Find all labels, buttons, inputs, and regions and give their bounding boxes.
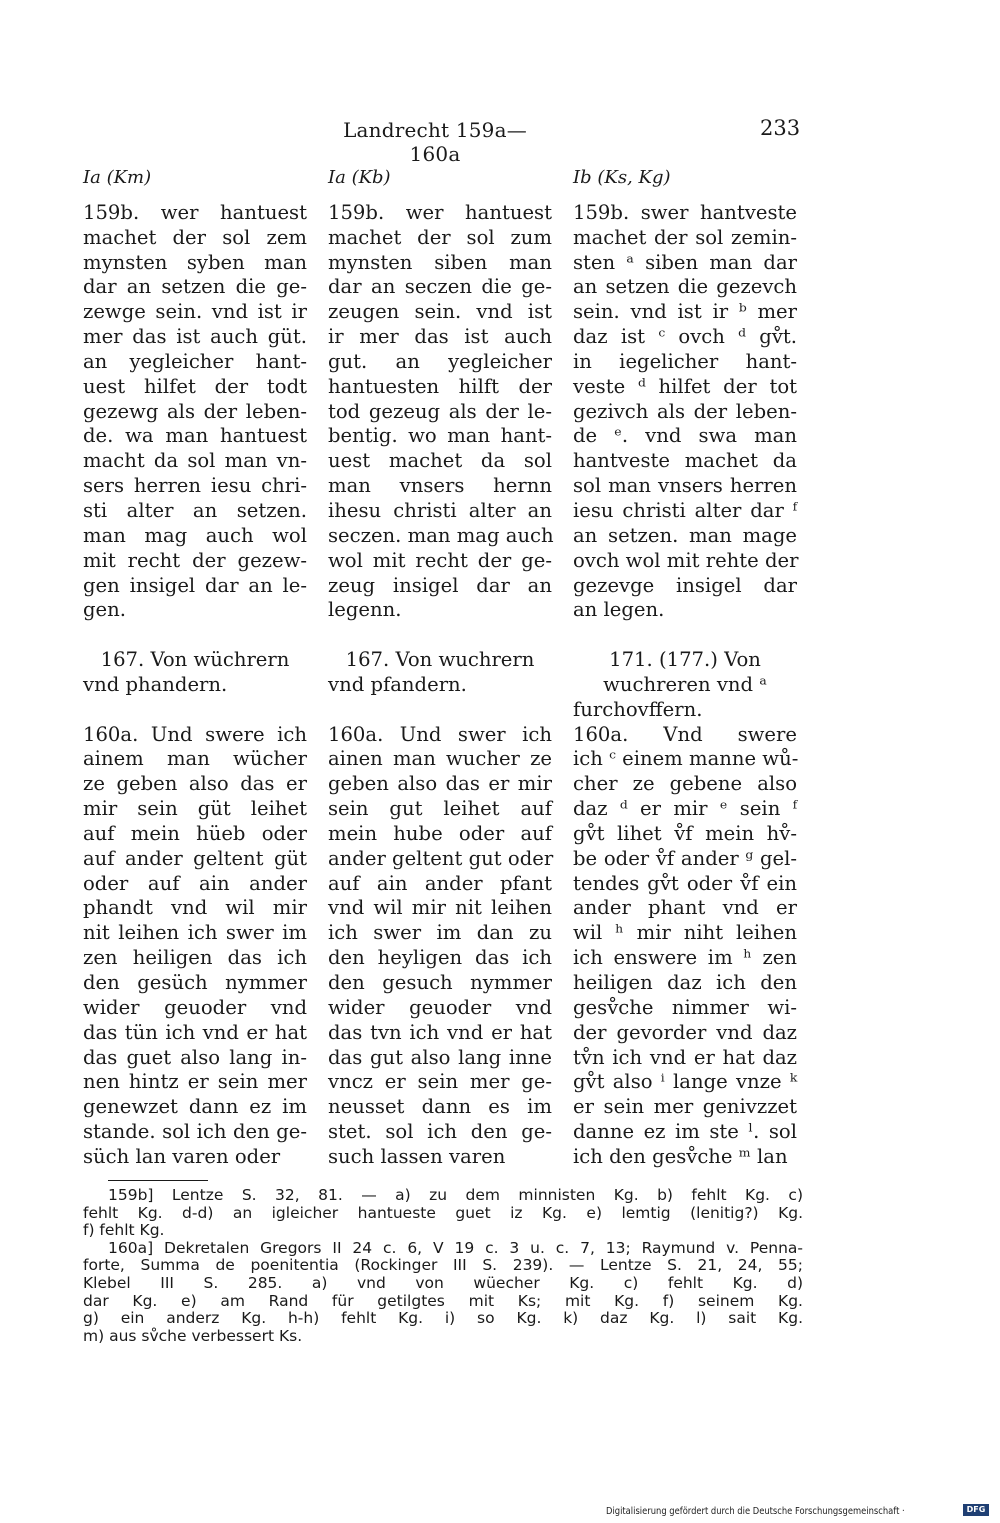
text-line: mynsten siben man xyxy=(328,250,552,274)
text-line: 159b. wer hantuest xyxy=(83,200,307,224)
text-line: den heyligen das ich xyxy=(328,946,552,970)
text-line: daz ist ᶜ ovch ᵈ gv̊t. xyxy=(573,325,797,349)
text-line: geben also das er mir xyxy=(328,772,552,796)
block-gap xyxy=(328,623,552,648)
text-line: das tün ich vnd er hat xyxy=(83,1020,307,1044)
text-line: vnd phandern. xyxy=(83,672,228,696)
manuscript-siglum: Ib (Ks, Kg) xyxy=(573,167,671,188)
footnote-line: dar Kg. e) am Rand für getilgtes mit Ks; mit Kg. f) seinem Kg. xyxy=(83,1291,803,1310)
running-title: Landrecht 159a—160a xyxy=(343,118,527,166)
manuscript-siglum: Ia (Kb) xyxy=(328,167,391,188)
text-line: genewzet dann ez im xyxy=(83,1095,307,1119)
text-line: gut. an yegleicher xyxy=(328,349,552,373)
text-line: ainen man wucher ze xyxy=(328,747,552,771)
text-line: veste ᵈ hilfet der tot xyxy=(573,374,797,398)
text-line: legenn. xyxy=(328,598,402,622)
text-line: vnd wil mir nit leihen xyxy=(328,896,552,920)
footnote-line: f) fehlt Kg. xyxy=(83,1221,165,1240)
text-line: auf ander geltent güt xyxy=(83,846,307,870)
block-gap xyxy=(83,698,307,723)
section-heading xyxy=(328,648,552,698)
paragraph xyxy=(83,201,307,623)
text-line: sein. vnd ist ir ᵇ mer xyxy=(573,300,797,324)
text-line: 160a. Vnd swere xyxy=(573,722,797,746)
text-line: 160a. Und swer ich xyxy=(328,722,552,746)
paragraph xyxy=(328,201,552,623)
text-line: sein gut leihet auf xyxy=(328,797,552,821)
text-line: gezevge insigel dar xyxy=(573,573,797,597)
text-line: zewge sein. vnd ist ir xyxy=(83,300,307,324)
text-line: vnd pfandern. xyxy=(328,672,467,696)
footnote-line: g) ein anderz Kg. h-h) fehlt Kg. i) so Kg. k) daz Kg. l) sait Kg. xyxy=(83,1309,803,1328)
text-line: an yegleicher hant- xyxy=(83,349,307,373)
text-line: macht da sol man vn- xyxy=(83,449,307,473)
text-line: ich swer im dan zu xyxy=(328,921,552,945)
text-line: heiligen daz ich den xyxy=(573,971,797,994)
text-line: ihesu christi alter an xyxy=(328,498,552,522)
text-line: auf mein hüeb oder xyxy=(83,821,307,845)
text-line: mein hube oder auf xyxy=(328,821,552,845)
text-line: ainem man wücher xyxy=(83,747,307,771)
footnote-line: fehlt Kg. d-d) an igleicher hantueste guet iz Kg. e) lemtig (lenitig?) Kg. xyxy=(83,1203,803,1222)
text-line: den gesuch nymmer xyxy=(328,971,552,994)
text-line: er sein mer genivzzet xyxy=(573,1095,797,1119)
page-number: 233 xyxy=(760,116,801,140)
column-ia-km xyxy=(83,166,307,1170)
text-line: de ᵉ. vnd swa man xyxy=(573,424,797,448)
text-line: ander geltent gut oder xyxy=(328,846,554,870)
text-line: sti alter an setzen. xyxy=(83,498,307,522)
text-line: zeug insigel dar an xyxy=(328,573,552,597)
text-line: gv̊t lihet v̊f mein hv̊- xyxy=(573,821,797,845)
text-line: wider geuoder vnd xyxy=(83,995,307,1019)
footnote-line: m) aus sv̊che verbessert Ks. xyxy=(83,1326,303,1345)
footnotes xyxy=(83,1187,803,1345)
text-line: uest hilfet der todt xyxy=(83,374,307,398)
text-line: an legen. xyxy=(573,598,665,622)
text-line: mit recht der gezew- xyxy=(83,548,307,572)
text-line: das guet also lang in- xyxy=(83,1045,307,1069)
text-line: de. wa man hantuest xyxy=(83,424,307,448)
footnote-line: 159b] Lentze S. 32, 81. — a) zu dem minnisten Kg. b) fehlt Kg. c) xyxy=(108,1186,803,1204)
text-line: ander phant vnd er xyxy=(573,896,797,920)
text-line: gen. xyxy=(83,598,126,622)
text-line: sol man vnsers herren xyxy=(573,474,797,498)
text-line: gezivch als der leben- xyxy=(573,399,797,423)
column-ib-ks-kg xyxy=(573,166,797,1170)
text-line: machet der sol zemin- xyxy=(573,225,797,249)
text-line: gesv̊che nimmer wi- xyxy=(573,995,797,1019)
text-line: furchovffern. xyxy=(573,697,703,721)
text-line: such lassen varen xyxy=(328,1144,506,1168)
text-line: machet der sol zum xyxy=(328,225,552,249)
text-line: 160a. Und swere ich xyxy=(83,722,307,746)
section-heading xyxy=(83,648,307,698)
text-line: süch lan varen oder xyxy=(83,1144,281,1168)
footnote-divider xyxy=(108,1180,208,1181)
paragraph xyxy=(328,723,552,1170)
text-line: tendes gv̊t oder v̊f ein xyxy=(573,871,797,895)
text-line: vncz er sein mer ge- xyxy=(328,1070,552,1094)
paragraph xyxy=(573,201,797,623)
text-line: be oder v̊f ander ᵍ gel- xyxy=(573,846,797,870)
text-line: gen insigel dar an le- xyxy=(83,573,307,597)
paragraph xyxy=(573,723,797,1170)
text-line: gv̊t also ⁱ lange vnze ᵏ xyxy=(573,1070,797,1094)
text-line: zen heiligen das ich xyxy=(83,946,307,970)
text-line: 167. Von wüchrern xyxy=(100,648,290,672)
text-line: wuchreren vnd ᵃ xyxy=(603,672,767,696)
text-line: seczen. man mag auch xyxy=(328,523,554,547)
column-ia-kb xyxy=(328,166,552,1170)
text-line: wol mit recht der ge- xyxy=(328,548,552,572)
text-line: in iegelicher hant- xyxy=(573,349,797,373)
text-line: tod gezeug als der le- xyxy=(328,399,552,423)
text-line: nit leihen ich swer im xyxy=(83,921,307,945)
section-heading xyxy=(573,648,797,723)
text-line: wil ʰ mir niht leihen xyxy=(573,921,797,945)
paragraph xyxy=(83,723,307,1170)
text-line: mir sein güt leihet xyxy=(83,797,307,821)
text-line: nen hintz er sein mer xyxy=(83,1070,307,1094)
text-line: tv̊n ich vnd er hat daz xyxy=(573,1045,797,1069)
text-line: ze geben also das er xyxy=(83,772,307,796)
text-line: das tvn ich vnd er hat xyxy=(328,1020,552,1044)
text-line: hantveste machet da xyxy=(573,449,797,473)
text-line: 159b. wer hantuest xyxy=(328,200,552,224)
text-line: sers herren iesu chri- xyxy=(83,474,307,498)
text-line: hantuesten hilft der xyxy=(328,374,552,398)
text-line: phandt vnd wil mir xyxy=(83,896,307,920)
manuscript-siglum: Ia (Km) xyxy=(83,167,152,188)
text-line: das gut also lang inne xyxy=(328,1045,552,1069)
footnote-line: Klebel III S. 285. a) vnd von wüecher Kg. c) fehlt Kg. d) xyxy=(83,1273,803,1292)
text-line: stande. sol ich den ge- xyxy=(83,1120,307,1144)
block-gap xyxy=(328,698,552,723)
text-line: ich den gesv̊che ᵐ lan xyxy=(573,1144,788,1168)
block-gap xyxy=(83,623,307,648)
text-line: oder auf ain ander xyxy=(83,871,307,895)
text-line: ich enswere im ʰ zen xyxy=(573,946,797,970)
text-line: man mag auch wol xyxy=(83,523,307,547)
text-line: sten ᵃ siben man dar xyxy=(573,250,797,274)
text-line: man vnsers hernn xyxy=(328,474,552,498)
footnote-line: forte, Summa de poenitentia (Rockinger III S. 239). — Lentze S. 21, 24, 55; xyxy=(83,1256,803,1275)
text-line: den gesüch nymmer xyxy=(83,971,307,994)
text-line: dar an seczen die ge- xyxy=(328,275,552,299)
text-line: ir mer das ist auch xyxy=(328,325,552,349)
text-line: daz ᵈ er mir ᵉ sein ᶠ xyxy=(573,797,797,821)
text-line: an setzen die gezevch xyxy=(573,275,797,299)
text-line: uest machet da sol xyxy=(328,449,552,473)
text-line: zeugen sein. vnd ist xyxy=(328,300,552,324)
text-line: ovch wol mit rehte der xyxy=(573,548,799,572)
text-line: mynsten syben man xyxy=(83,250,307,274)
text-line: wider geuoder vnd xyxy=(328,995,552,1019)
text-line: auf ain ander pfant xyxy=(328,871,552,895)
block-gap xyxy=(573,623,797,648)
text-line: stet. sol ich den ge- xyxy=(328,1120,552,1144)
text-line: neusset dann es im xyxy=(328,1095,552,1119)
text-line: 171. (177.) Von xyxy=(609,648,761,672)
text-line: an setzen. man mage xyxy=(573,523,797,547)
text-line: bentig. wo man hant- xyxy=(328,424,552,448)
text-line: gezewg als der leben- xyxy=(83,399,307,423)
dfg-logo-icon: DFG xyxy=(963,1504,989,1516)
text-line: cher ze gebene also xyxy=(573,772,797,796)
text-line: danne ez im ste ˡ. sol xyxy=(573,1120,797,1144)
text-line: iesu christi alter dar ᶠ xyxy=(573,498,797,522)
text-line: mer das ist auch güt. xyxy=(83,325,307,349)
text-line: machet der sol zem xyxy=(83,225,307,249)
footnote-line: 160a] Dekretalen Gregors II 24 c. 6, V 19 c. 3 u. c. 7, 13; Raymund v. Penna- xyxy=(108,1238,803,1257)
text-line: dar an setzen die ge- xyxy=(83,275,307,299)
text-line: der gevorder vnd daz xyxy=(573,1020,797,1044)
digitization-credit: Digitalisierung gefördert durch die Deutsche Forschungsgemeinschaft · xyxy=(606,1506,905,1517)
text-line: 159b. swer hantveste xyxy=(573,200,797,224)
text-line: 167. Von wuchrern xyxy=(345,648,535,672)
text-line: ich ᶜ einem manne wů- xyxy=(573,747,799,771)
